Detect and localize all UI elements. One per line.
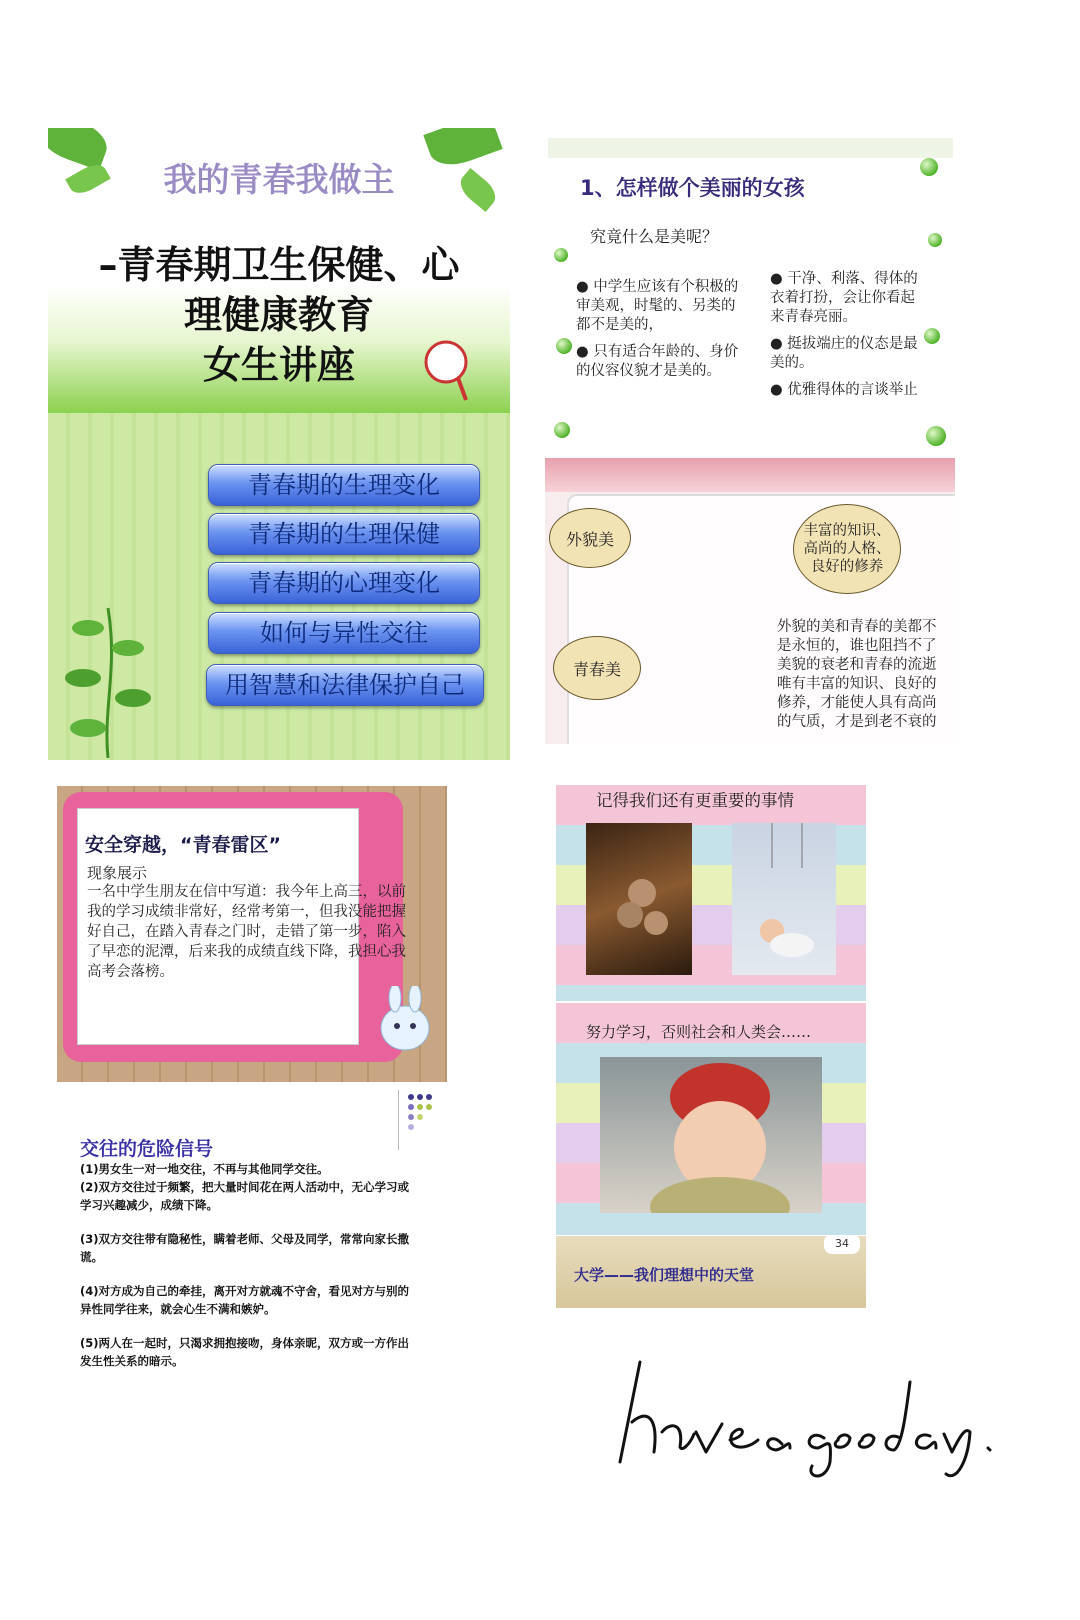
dot-decoration-icon [426, 1104, 432, 1110]
menu-button-psychological-changes[interactable]: 青春期的心理变化 [208, 562, 480, 604]
green-bubble-icon [554, 248, 568, 262]
slide2-header-strip [548, 138, 953, 158]
dot-decoration-icon [408, 1114, 414, 1120]
slide-danger-signals [72, 1090, 432, 1380]
handwriting-signature [610, 1352, 1040, 1482]
slide1-title: 我的青春我做主 [163, 160, 395, 199]
bullet-item: ● 干净、利落、得体的衣着打扮，会让你看起来青春亮丽。 [770, 271, 918, 325]
slide2-title: 1、怎样做个美丽的女孩 [580, 176, 805, 200]
bullet-item: ● 优雅得体的言谈举止 [770, 382, 918, 398]
slide5-title: 交往的危险信号 [80, 1138, 214, 1160]
slide2-right-bullets [770, 270, 928, 400]
dot-decoration-icon [417, 1094, 423, 1100]
green-bubble-icon [928, 233, 942, 247]
vine-plant-icon [48, 568, 178, 758]
baby-icon [732, 823, 836, 975]
slide4-body: 一名中学生朋友在信中写道：我今年上高三，以前我的学习成绩非常好，经常考第一，但我没能把握好自己，在踏入青春之门时，走错了第一步，陷入了早恋的泥潭，后来我的成绩直线下降，我担心我高考会落榜。 [87, 884, 406, 980]
baby-exercise-photo [732, 823, 836, 975]
danger-signal-item: (5)两人在一起时，只渴求拥抱接吻，身体亲昵，双方或一方作出发生性关系的暗示。 [80, 1336, 410, 1368]
slide4-title: 安全穿越，“青春雷区” [85, 834, 281, 856]
slide8-title: 大学——我们理想中的天堂 [574, 1266, 755, 1284]
slide4-subtitle: 现象展示 [87, 864, 148, 882]
menu-button-physiological-care[interactable]: 青春期的生理保健 [208, 513, 480, 555]
dot-decoration-icon [408, 1104, 414, 1110]
slide-important-things [556, 785, 866, 1001]
divider [398, 1090, 399, 1150]
slide2-question: 究竟什么是美呢？ [590, 227, 719, 246]
oval-youth-beauty: 青春美 [553, 636, 641, 700]
danger-signal-item: (1)男女生一对一地交往，不再与其他同学交往。 [80, 1162, 329, 1176]
koala-photo [586, 823, 692, 975]
menu-button-physiological-changes[interactable]: 青春期的生理变化 [208, 464, 480, 506]
slide3-top-bar [545, 458, 955, 492]
danger-signal-item: (4)对方成为自己的牵挂，离开对方就魂不守舍，看见对方与别的异性同学往来，就会心生不满和嫉妒。 [80, 1284, 410, 1316]
danger-signal-item: (3)双方交往带有隐秘性，瞒着老师、父母及同学，常常向家长撒谎。 [80, 1232, 410, 1264]
slide7-title: 努力学习，否则社会和人类会…… [586, 1023, 812, 1041]
subtitle-line: –青春期卫生保健、心 [98, 243, 460, 287]
oval-inner-beauty: 丰富的知识、高尚的人格、良好的修养 [793, 504, 901, 594]
slide-beautiful-girl [548, 138, 953, 456]
menu-button-protect-yourself[interactable]: 用智慧和法律保护自己 [206, 664, 484, 706]
green-bubble-icon [926, 426, 946, 446]
slide3-paragraph: 外貌的美和青春的美都不是永恒的，谁也阻挡不了美貌的衰老和青春的流逝唯有丰富的知识、良好的修养，才能使人具有高尚的气质，才是到老不衰的 [777, 619, 937, 730]
dot-decoration-icon [426, 1094, 432, 1100]
danger-signal-item: (2)双方交往过于频繁，把大量时间花在两人活动中，无心学习或学习兴趣减少，成绩下降。 [80, 1180, 410, 1212]
magnifier-cartoon-icon [420, 338, 480, 408]
dot-decoration-icon [408, 1094, 414, 1100]
slide-puberty-title [48, 128, 510, 760]
slide6-title: 记得我们还有更重要的事情 [596, 791, 794, 810]
slide-university [556, 1236, 866, 1308]
green-bubble-icon [556, 338, 572, 354]
green-bubble-icon [554, 422, 570, 438]
bullet-item: ● 只有适合年龄的、身价的仪容仪貌才是美的。 [576, 344, 739, 379]
page-number: 34 [824, 1236, 860, 1254]
bullet-item: ● 中学生应该有个积极的审美观，时髦的、另类的都不是美的， [576, 279, 739, 333]
oval-appearance-beauty: 外貌美 [549, 508, 631, 568]
dot-decoration-icon [408, 1124, 414, 1130]
dot-decoration-icon [417, 1114, 423, 1120]
baby-hat-photo [600, 1057, 822, 1213]
slide-safe-crossing [57, 786, 447, 1082]
subtitle-line: 理健康教育 [183, 293, 374, 337]
baby-face-icon [600, 1057, 822, 1213]
slide-beauty-types [545, 458, 955, 744]
bullet-item: ● 挺拔端庄的仪态是最美的。 [770, 336, 918, 371]
menu-button-opposite-sex[interactable]: 如何与异性交往 [208, 612, 480, 654]
subtitle-line: 女生讲座 [202, 343, 355, 387]
koala-icon [586, 823, 692, 975]
bunny-cartoon-icon [375, 986, 435, 1056]
slide2-left-bullets [576, 278, 748, 381]
slide-study-hard [556, 1003, 866, 1235]
dot-decoration-icon [417, 1104, 423, 1110]
green-bubble-icon [920, 158, 938, 176]
